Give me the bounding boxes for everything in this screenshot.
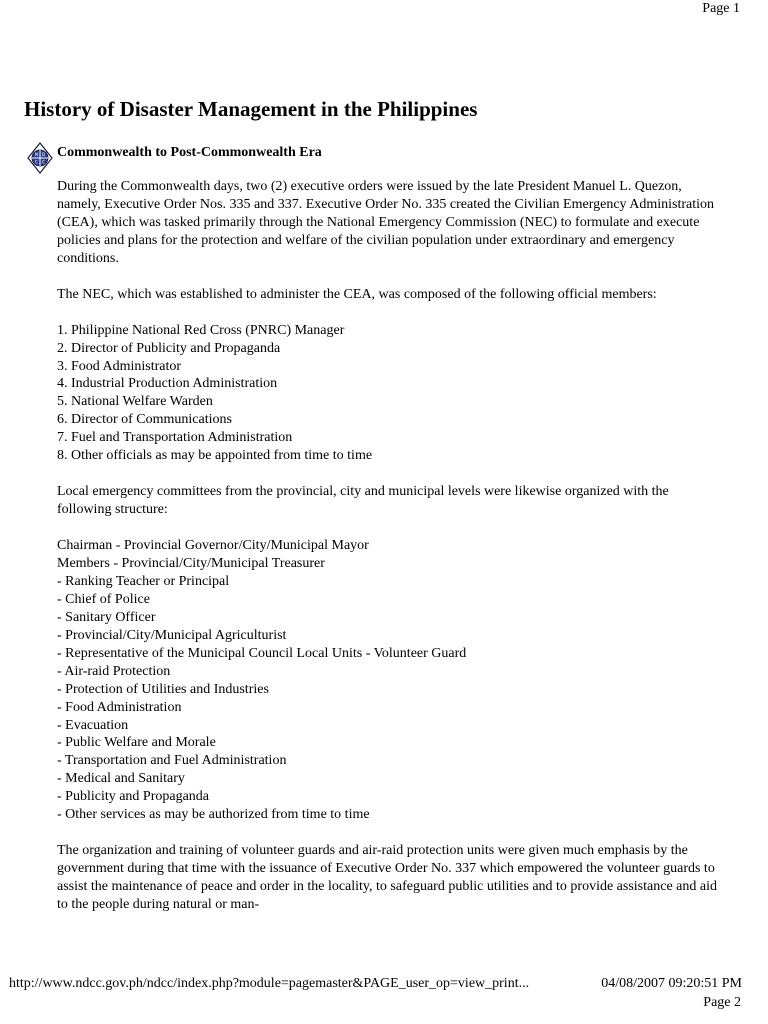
list-item: 1. Philippine National Red Cross (PNRC) Manager [57,322,345,338]
list-item: 2. Director of Publicity and Propaganda [57,340,281,356]
list-item: - Provincial/City/Municipal Agriculturist [57,627,287,643]
document-title: History of Disaster Management in the Philippines [24,97,478,121]
list-item: 3. Food Administrator [57,358,182,374]
nec-members-list [57,322,722,466]
ndcc-logo-icon [27,142,53,174]
list-item: - Medical and Sanitary [57,771,185,787]
list-item: - Evacuation [57,717,129,733]
list-item: - Sanitary Officer [57,609,156,625]
page-number-bottom: Page 2 [703,995,741,1010]
list-item: - Transportation and Fuel Administration [57,753,287,769]
list-item: 6. Director of Communications [57,412,232,428]
committee-structure-list [57,537,722,824]
list-item: - Ranking Teacher or Principal [57,573,230,589]
list-item: - Food Administration [57,699,182,715]
list-item: 7. Fuel and Transportation Administration [57,430,293,446]
intro-paragraph: During the Commonwealth days, two (2) executive orders were issued by the late President Manuel L. Quezon, namely, Executive Order Nos. 335 and 337. Executive Order No. 335 created the Civilian Emergency Administration (CEA), which was tasked primarily through the National Emergency Commission (NEC) to formulate and execute policies and plans for the protection and welfare of the civilian population under extraordinary and emergency conditions. [57,179,715,266]
list-item: - Representative of the Municipal Council Local Units - Volunteer Guard [57,645,467,661]
list-item: - Air-raid Protection [57,663,171,679]
list-item: - Other services as may be authorized from time to time [57,807,370,823]
logo-letter: N [34,153,39,158]
list-item: 5. National Welfare Warden [57,394,213,410]
list-item: 8. Other officials as may be appointed from time to time [57,448,373,464]
footer-datetime: 04/08/2007 09:20:51 PM [601,976,742,991]
final-paragraph: The organization and training of volunteer guards and air-raid protection units were given much emphasis by the government during that time with the issuance of Executive Order No. 337 which empowered the volunteer guards to assist the maintenance of peace and order in the locality, to safeguard public utilities and to provide assistance and aid to the people during natural or man- [57,843,717,913]
list-item: - Public Welfare and Morale [57,735,216,751]
local-committees-paragraph: Local emergency committees from the provincial, city and municipal levels were likewise organized with the following structure: [57,484,669,518]
list-item: - Chief of Police [57,591,150,607]
logo-letter: C [34,160,39,166]
footer-url: http://www.ndcc.gov.ph/ndcc/index.php?module=pagemaster&PAGE_user_op=view_print... [9,976,530,991]
logo-letter: D [41,153,46,158]
document-body [57,178,722,932]
list-item: Members - Provincial/City/Municipal Treasurer [57,555,325,571]
list-item: 4. Industrial Production Administration [57,376,278,392]
list-item: - Publicity and Propaganda [57,789,210,805]
section-heading: Commonwealth to Post-Commonwealth Era [57,145,322,160]
list-item: Chairman - Provincial Governor/City/Municipal Mayor [57,538,369,553]
logo-letter: C [41,160,46,166]
nec-paragraph: The NEC, which was established to administer the CEA, was composed of the following official members: [57,286,657,302]
list-item: - Protection of Utilities and Industries [57,681,269,697]
page-number-top: Page 1 [702,1,740,16]
